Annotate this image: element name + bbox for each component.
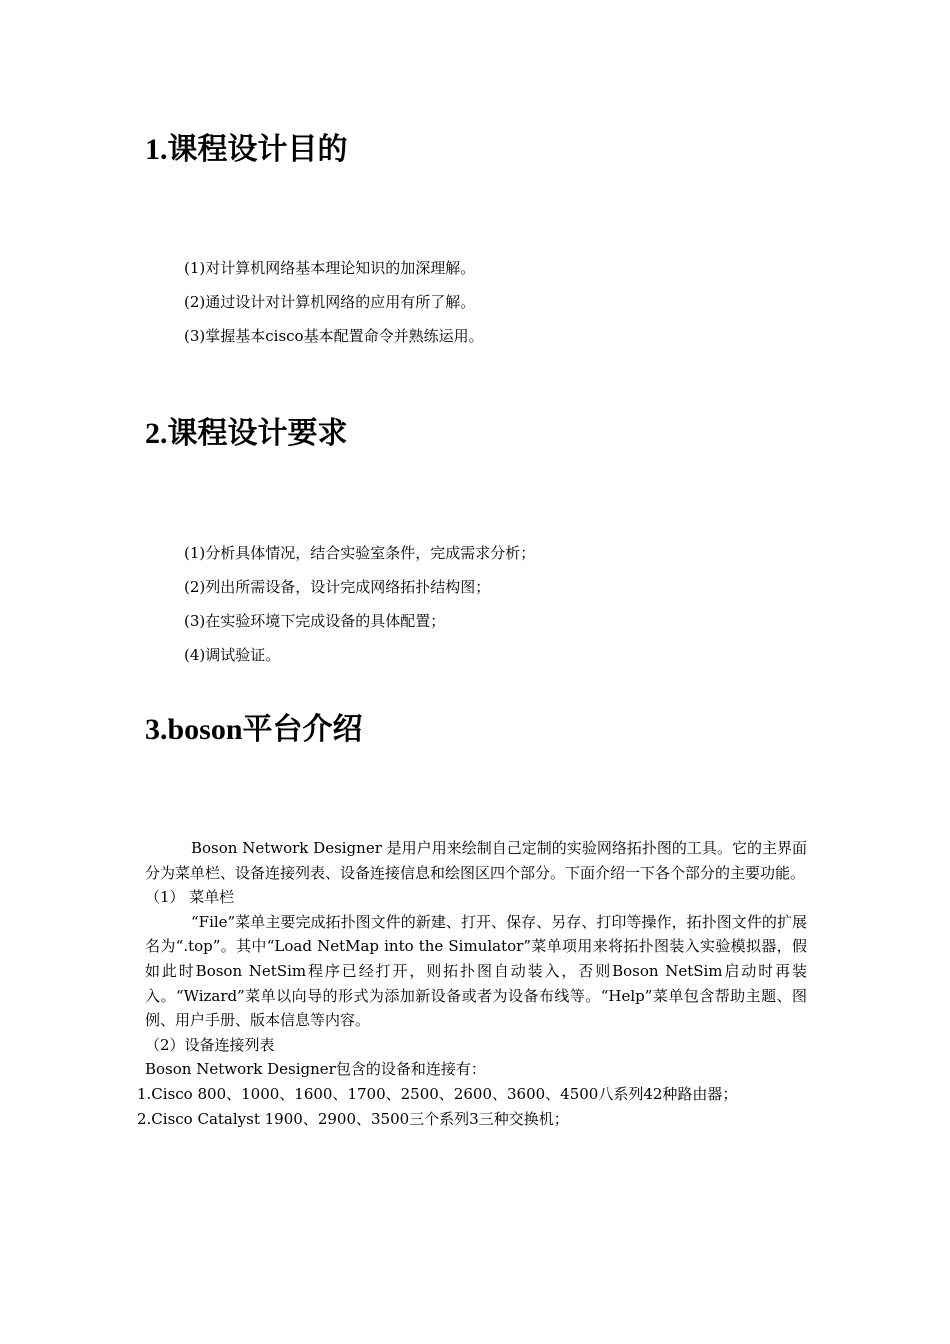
section-1-list	[184, 251, 484, 353]
list-item: (1)对计算机网络基本理论知识的加深理解。	[184, 259, 476, 277]
list-item: 1.Cisco 800、1000、1600、1700、2500、2600、3600、4500八系列42种路由器；	[137, 1084, 738, 1103]
device-list-heading: （2）设备连接列表	[145, 1035, 275, 1054]
list-item: (4)调试验证。	[184, 646, 281, 664]
list-item: (2)通过设计对计算机网络的应用有所了解。	[184, 293, 476, 311]
section-2-list	[184, 536, 535, 672]
menu-bar-paragraph: “File”菜单主要完成拓扑图文件的新建、打开、保存、另存、打印等操作，拓扑图文件的扩展名为“.top”。其中“Load NetMap into the Simulator”菜单项用来将拓扑图装入实验模拟器，假如此时Boson NetSim程序已经打开，则拓扑图自动装入，否则Boson NetSim启动时再装入。“Wizard”菜单以向导的形式为添加新设备或者为设备布线等。“Help”菜单包含帮助主题、图例、用户手册、版本信息等内容。	[145, 912, 807, 1030]
section-3-title: 3.boson平台介绍	[145, 713, 363, 746]
section-3-body	[137, 836, 807, 1131]
section-2-title: 2.课程设计要求	[145, 417, 348, 450]
list-item: (3)掌握基本cisco基本配置命令并熟练运用。	[184, 327, 484, 345]
list-item: (2)列出所需设备，设计完成网络拓扑结构图；	[184, 578, 491, 596]
intro-paragraph: Boson Network Designer 是用户用来绘制自己定制的实验网络拓扑图的工具。它的主界面分为菜单栏、设备连接列表、设备连接信息和绘图区四个部分。下面介绍一下各个部分的主要功能。	[145, 839, 807, 882]
device-list	[137, 1082, 807, 1131]
section-1-title: 1.课程设计目的	[145, 133, 348, 166]
list-item: (1)分析具体情况，结合实验室条件，完成需求分析；	[184, 544, 536, 562]
list-item: (3)在实验环境下完成设备的具体配置；	[184, 612, 446, 630]
menu-bar-heading: （1） 菜单栏	[145, 888, 235, 907]
list-item: 2.Cisco Catalyst 1900、2900、3500三个系列3三种交换机；	[137, 1109, 569, 1128]
device-list-intro: Boson Network Designer包含的设备和连接有：	[145, 1060, 486, 1079]
